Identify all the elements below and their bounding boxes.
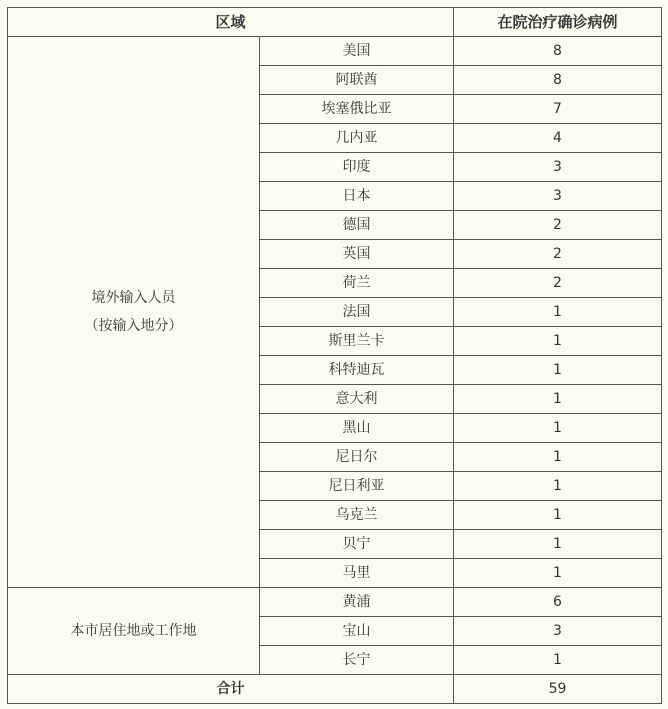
table-body: [8, 37, 662, 704]
count-cell: 3: [454, 617, 662, 646]
total-row: [8, 675, 662, 704]
place-cell: 马里: [260, 559, 454, 588]
count-cell: 3: [454, 182, 662, 211]
place-cell: 贝宁: [260, 530, 454, 559]
table-row: [8, 588, 662, 617]
cases-table: [7, 7, 662, 704]
place-cell: 法国: [260, 298, 454, 327]
count-cell: 1: [454, 530, 662, 559]
place-cell: 阿联酋: [260, 66, 454, 95]
place-cell: 印度: [260, 153, 454, 182]
total-count: 59: [454, 675, 662, 704]
place-cell: 长宁: [260, 646, 454, 675]
table-row: [8, 37, 662, 66]
header-region: 区域: [8, 8, 454, 37]
count-cell: 8: [454, 37, 662, 66]
place-cell: 黄浦: [260, 588, 454, 617]
place-cell: 尼日利亚: [260, 472, 454, 501]
count-cell: 1: [454, 356, 662, 385]
place-cell: 荷兰: [260, 269, 454, 298]
place-cell: 科特迪瓦: [260, 356, 454, 385]
place-cell: 几内亚: [260, 124, 454, 153]
count-cell: 2: [454, 269, 662, 298]
place-cell: 黑山: [260, 414, 454, 443]
count-cell: 1: [454, 472, 662, 501]
place-cell: 埃塞俄比亚: [260, 95, 454, 124]
group-label: [8, 588, 260, 675]
count-cell: 3: [454, 153, 662, 182]
count-cell: 1: [454, 385, 662, 414]
count-cell: 1: [454, 327, 662, 356]
header-row: [8, 8, 662, 37]
place-cell: 乌克兰: [260, 501, 454, 530]
group-label-line1: 境外输入人员: [91, 290, 176, 306]
count-cell: 1: [454, 559, 662, 588]
count-cell: 1: [454, 298, 662, 327]
count-cell: 1: [454, 414, 662, 443]
header-count: 在院治疗确诊病例: [454, 8, 662, 37]
place-cell: 英国: [260, 240, 454, 269]
count-cell: 1: [454, 443, 662, 472]
count-cell: 7: [454, 95, 662, 124]
count-cell: 2: [454, 240, 662, 269]
place-cell: 德国: [260, 211, 454, 240]
group-label-line1: 本市居住地或工作地: [70, 623, 197, 639]
group-label: [8, 37, 260, 588]
count-cell: 1: [454, 646, 662, 675]
place-cell: 意大利: [260, 385, 454, 414]
place-cell: 日本: [260, 182, 454, 211]
count-cell: 6: [454, 588, 662, 617]
count-cell: 4: [454, 124, 662, 153]
count-cell: 2: [454, 211, 662, 240]
total-label: 合计: [8, 675, 454, 704]
count-cell: 8: [454, 66, 662, 95]
place-cell: 宝山: [260, 617, 454, 646]
place-cell: 斯里兰卡: [260, 327, 454, 356]
count-cell: 1: [454, 501, 662, 530]
place-cell: 尼日尔: [260, 443, 454, 472]
place-cell: 美国: [260, 37, 454, 66]
group-label-line2: （按输入地分）: [84, 318, 183, 334]
